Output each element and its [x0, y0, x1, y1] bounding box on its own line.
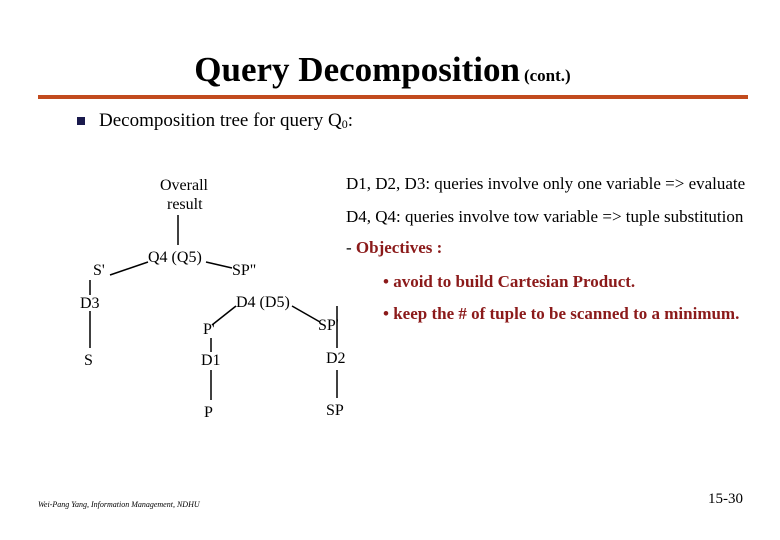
objective-item-tuples: • keep the # of tuple to be scanned to a minimum.	[383, 304, 740, 323]
objectives-label: Objectives :	[355, 238, 443, 257]
note-two-variable: D4, Q4: queries involve tow variable => tuple substitution	[346, 207, 744, 226]
tree-node-sp-double: SP"	[232, 262, 257, 279]
tree-node-s-prime: S'	[93, 262, 105, 279]
tree-node-p-prime: P'	[203, 321, 215, 338]
tree-node-s: S	[84, 352, 93, 369]
tree-node-sp-prime: SP'	[318, 317, 339, 334]
edge-q4-spdouble	[206, 262, 232, 268]
objectives-dash: -	[346, 238, 356, 257]
title-main: Query Decomposition	[194, 50, 520, 89]
edge-q4-sprime	[110, 262, 148, 275]
edge-d4-pprime	[212, 306, 236, 325]
tree-node-overall: Overall	[160, 177, 208, 194]
tree-node-d1: D1	[201, 352, 221, 369]
footer-credit: Wei-Pang Yang, Information Management, NDHU	[38, 500, 200, 509]
tree-node-q4: Q4 (Q5)	[148, 249, 202, 266]
note-single-variable: D1, D2, D3: queries involve only one variable => evaluate	[346, 174, 746, 193]
tree-node-sp: SP	[326, 402, 344, 419]
tree-node-p: P	[204, 404, 213, 421]
tree-node-d3: D3	[80, 295, 100, 312]
page-number: 15-30	[708, 491, 743, 507]
heading-text: Decomposition tree for query Q	[99, 110, 342, 131]
heading-subscript: 0	[341, 117, 348, 131]
title-subtitle: (cont.)	[523, 66, 571, 85]
objective-item-cartesian: • avoid to build Cartesian Product.	[383, 272, 636, 291]
tree-node-d4: D4 (D5)	[236, 294, 290, 311]
heading-suffix: :	[347, 110, 353, 131]
objectives-heading	[346, 238, 442, 258]
tree-node-result: result	[167, 196, 203, 213]
edge-d4-spprime	[292, 306, 320, 322]
tree-node-d2: D2	[326, 350, 346, 367]
